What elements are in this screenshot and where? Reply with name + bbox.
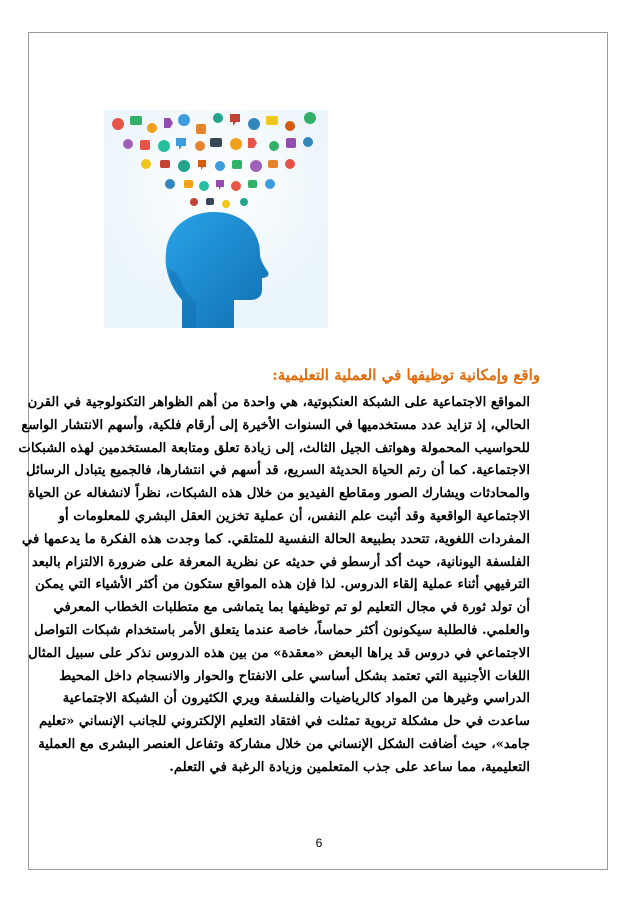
paragraph-line: أن تولد ثورة في مجال التعليم لو تم توظيفها بما يتماشى مع متطلبات الخطاب المعرفي: [53, 600, 530, 616]
paragraph-line: المواقع الاجتماعية على الشبكة العنكبوتية، هي واحدة من أهم الظواهر التكنولوجية في القرن: [27, 395, 530, 410]
paragraph-line: والعلمي. فالطلبة سيكونون أكثر حماساً، خاصة عندما يتعلق الأمر باستخدام شبكات التواصل: [34, 622, 530, 638]
paragraph-line: المفردات اللغوية، تتحدد بطبيعة الحالة النفسية للمتلقي. كما وجدت هذه الفكرة ما يدعمها في: [22, 531, 530, 547]
paragraph-line: للحواسيب المحمولة وهواتف الجيل الثالث، إلى زيادة تعلق ومتابعة المستخدمين لهذه الشبكات: [18, 440, 530, 456]
body-paragraph: [18, 392, 530, 780]
paragraph-line: الفلسفة اليونانية، حيث أكد أرسطو في حديثه عن نظرية المعرفة على ضرورة الالتزام بالبعد: [31, 554, 530, 570]
paragraph-line-last: التعليمية، مما ساعد على جذب المتعلمين وزيادة الرغبة في التعلم.: [169, 759, 530, 775]
paragraph-line: الدراسي وغيرها من المواد كالرياضيات والفلسفة ويري الكثيرون أن الشبكة الاجتماعية: [62, 691, 530, 707]
paragraph-line: الترفيهي أثناء عملية إلقاء الدروس. لذا فإن هذه المواقع ستكون من أكثر الأشياء التي يمكن: [35, 577, 530, 593]
paragraph-line: الاجتماعي في دروس قد يراها البعض «معقدة» من بين هذه الدروس نذكر على سبيل المثال: [28, 645, 530, 661]
head-silhouette-icon: [104, 110, 328, 328]
page-number: 6: [315, 836, 323, 850]
paragraph-line: الحالي، إذ تزايد عدد مستخدميها في السنوات الأخيرة إلى أرقام فلكية، وأسهم الانتشار الواسع: [21, 417, 530, 433]
paragraph-line: والمحادثات ويشارك الصور ومقاطع الفيديو من خلال هذه الشبكات، نظراً لانشغاله عن الحياة: [28, 486, 530, 502]
paragraph-line: اللغات الأجنبية التي تعتمد بشكل أساسي على الانفتاح والحوار والانسجام داخل المحيط: [59, 668, 530, 684]
paragraph-line: الاجتماعية. كما أن رتم الحياة الحديثة السريع، قد أسهم في انتشارها، فالجميع يتبادل الرسائل: [26, 463, 530, 479]
paragraph-line: ساعدت في حل مشكلة تربوية تمثلت في افتقاد التعليم الإلكتروني للجانب الإنساني «تعليم: [38, 714, 530, 730]
head-social-media-illustration: [104, 110, 328, 328]
paragraph-line: جامد»، حيث أضافت الشكل الإنساني من خلال مشاركة وتفاعل العنصر البشرى مع العملية: [38, 736, 530, 752]
paragraph-line: الاجتماعية الواقعية وقد أثبت علم النفس، أن عملية تخزين العقل البشري للمعلومات أو: [58, 508, 530, 524]
section-heading: واقع وإمكانية توظيفها في العملية التعليمية:: [272, 366, 540, 384]
